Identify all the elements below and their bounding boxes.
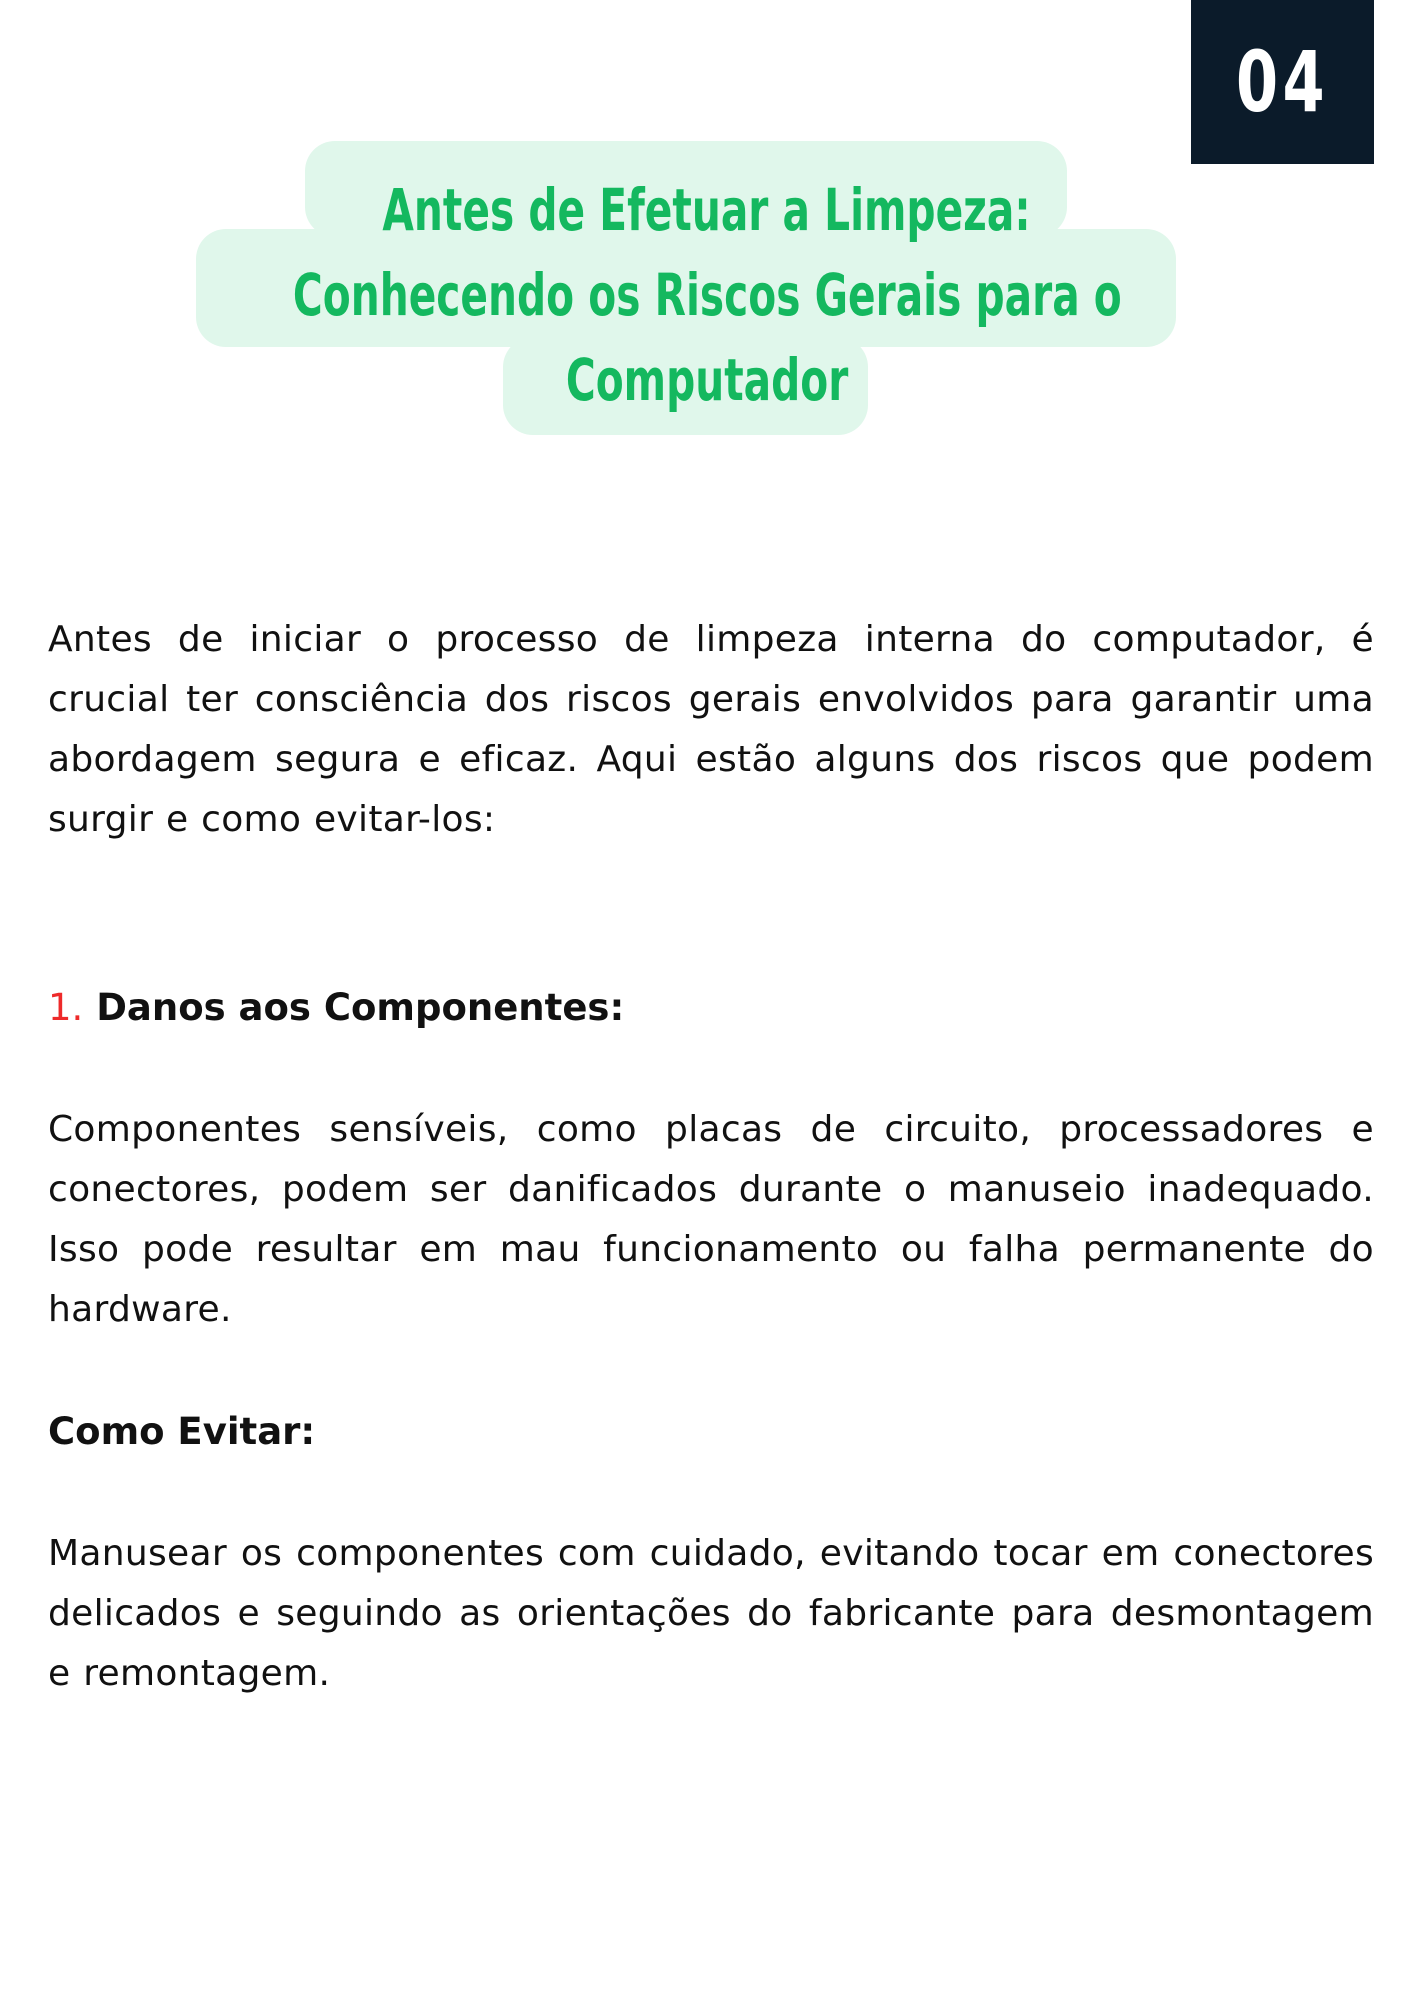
how-to-avoid-body: Manusear os componentes com cuidado, evitando tocar em conectores delicados e seguindo as orientações do fabricante para desmontagem e remontagem. (48, 1533, 1374, 1694)
section-heading-text: Danos aos Componentes: (96, 986, 625, 1029)
page-content (48, 610, 1374, 1704)
section-body: Componentes sensíveis, como placas de circuito, processadores e conectores, podem ser danificados durante o manuseio inadequado. Isso pode resultar em mau funcionamento ou falha permanente do hardware. (48, 1109, 1374, 1330)
title-line-3: Computador (565, 346, 849, 414)
intro-paragraph: Antes de iniciar o processo de limpeza interna do computador, é crucial ter consciência dos riscos gerais envolvidos para garantir uma abordagem segura e eficaz. Aqui estão alguns dos riscos que podem surgir e como evitar-los: (48, 619, 1374, 840)
page-number: 04 (1236, 33, 1329, 131)
page-title (0, 0, 1414, 440)
title-line-1: Antes de Efetuar a Limpeza: (382, 176, 1032, 244)
title-line-2: Conhecendo os Riscos Gerais para o (292, 261, 1122, 329)
section-number: 1. (48, 986, 84, 1029)
section-heading (48, 978, 1374, 1038)
how-to-avoid-heading: Como Evitar: (48, 1410, 316, 1453)
